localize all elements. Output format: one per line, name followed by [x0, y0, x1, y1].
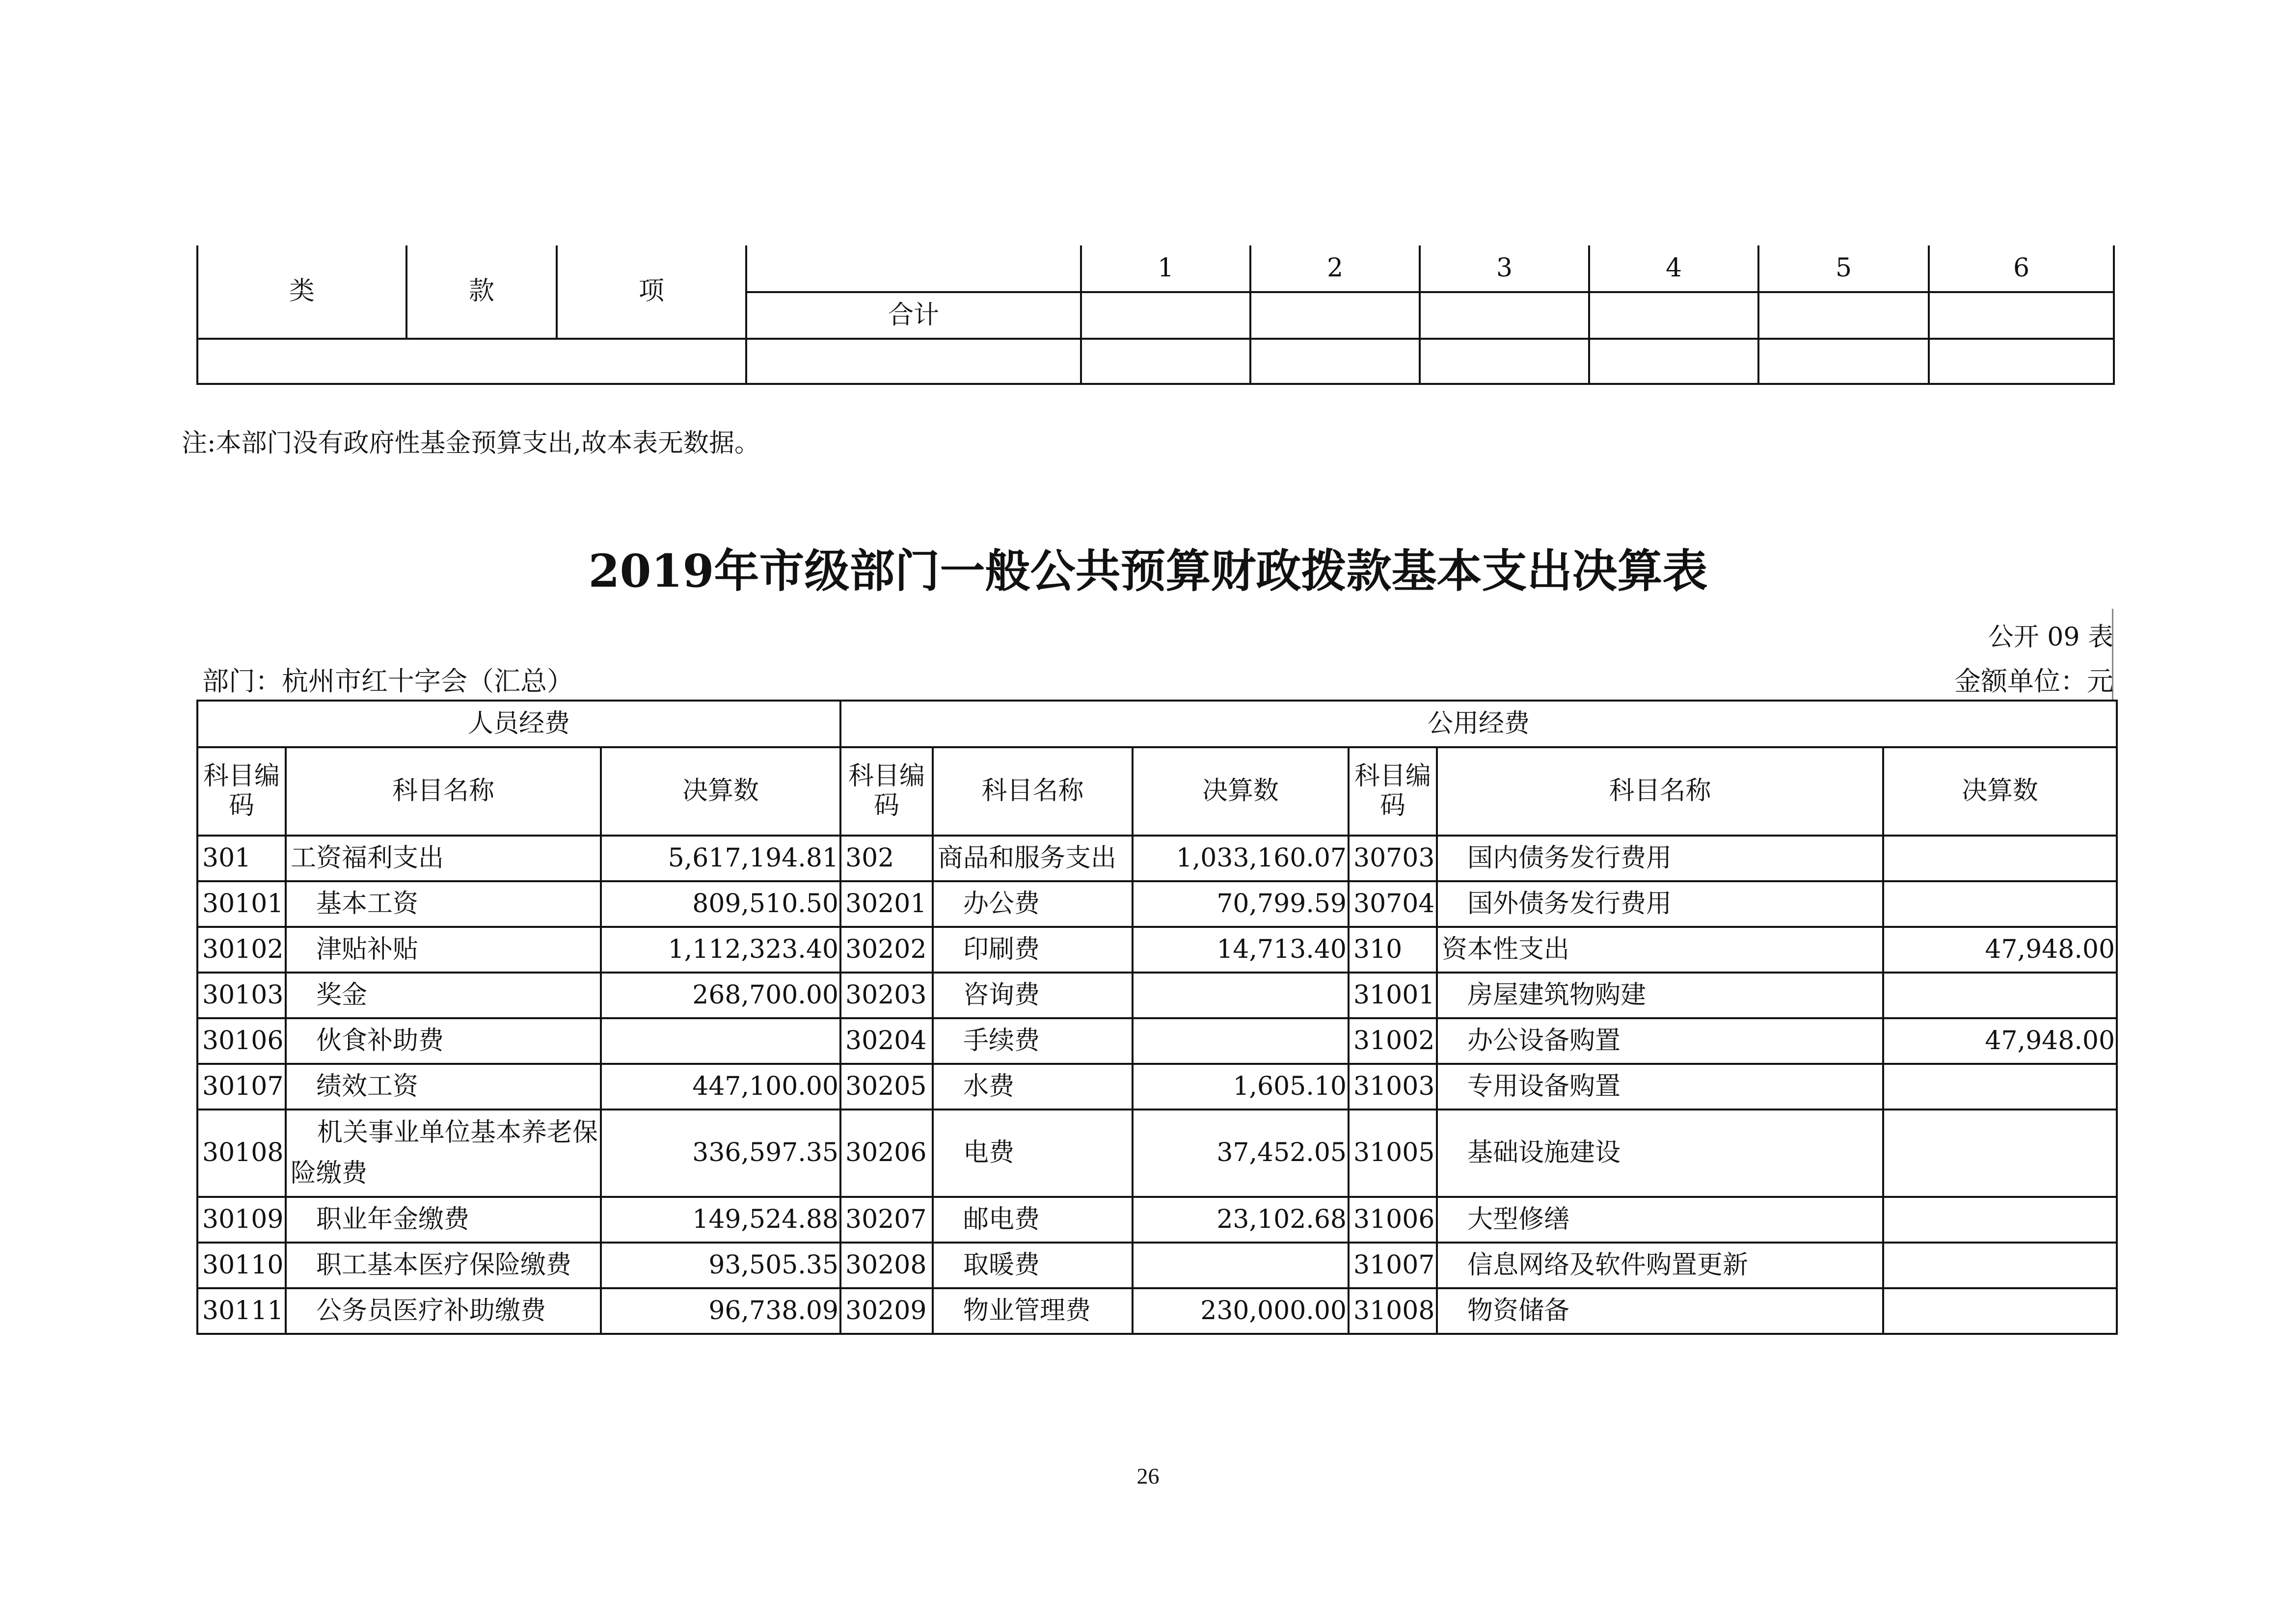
name-cell: 商品和服务支出 — [933, 836, 1133, 881]
cell — [1589, 339, 1758, 384]
code-cell: 30108 — [197, 1110, 286, 1197]
name-cell: 取暖费 — [933, 1243, 1133, 1288]
col-header-code: 科目编码 — [197, 747, 286, 836]
name-cell: 基础设施建设 — [1437, 1110, 1883, 1197]
name-cell: 绩效工资 — [286, 1064, 601, 1110]
table-row — [197, 1288, 2117, 1334]
cell — [1758, 339, 1929, 384]
code-cell: 30202 — [840, 927, 933, 973]
amount-cell: 1,112,323.40 — [601, 927, 840, 973]
amount-cell — [1883, 1288, 2117, 1334]
table-row — [197, 927, 2117, 973]
name-cell: 基本工资 — [286, 881, 601, 927]
cell — [1758, 292, 1929, 339]
amount-cell: 268,700.00 — [601, 973, 840, 1018]
code-cell: 31005 — [1349, 1110, 1437, 1197]
amount-cell — [1133, 1018, 1349, 1064]
code-cell: 310 — [1349, 927, 1437, 973]
amount-cell — [1883, 1064, 2117, 1110]
code-cell: 31003 — [1349, 1064, 1437, 1110]
amount-cell: 809,510.50 — [601, 881, 840, 927]
cell — [1589, 292, 1758, 339]
code-cell: 30204 — [840, 1018, 933, 1064]
blank-header-cell — [746, 245, 1081, 292]
col-header-name: 科目名称 — [286, 747, 601, 836]
amount-cell: 1,033,160.07 — [1133, 836, 1349, 881]
code-cell: 302 — [840, 836, 933, 881]
col-header-code: 科目编码 — [840, 747, 933, 836]
code-cell: 30111 — [197, 1288, 286, 1334]
amount-cell: 1,605.10 — [1133, 1064, 1349, 1110]
name-cell: 国外债务发行费用 — [1437, 881, 1883, 927]
amount-cell: 23,102.68 — [1133, 1197, 1349, 1243]
col-header-name: 科目名称 — [1437, 747, 1883, 836]
col-header-code: 科目编码 — [1349, 747, 1437, 836]
code-cell: 30704 — [1349, 881, 1437, 927]
amount-cell: 5,617,194.81 — [601, 836, 840, 881]
amount-cell: 93,505.35 — [601, 1243, 840, 1288]
name-cell: 职业年金缴费 — [286, 1197, 601, 1243]
amount-cell: 14,713.40 — [1133, 927, 1349, 973]
table-number: 公开 09 表 — [1988, 623, 2113, 652]
code-cell: 30109 — [197, 1197, 286, 1243]
amount-cell — [1133, 973, 1349, 1018]
code-cell: 31001 — [1349, 973, 1437, 1018]
page-title: 2019年市级部门一般公共预算财政拨款基本支出决算表 — [588, 544, 1708, 597]
amount-cell — [1883, 973, 2117, 1018]
cell — [1081, 339, 1250, 384]
table-row — [197, 973, 2117, 1018]
group-header-public: 公用经费 — [840, 701, 2117, 747]
name-cell: 职工基本医疗保险缴费 — [286, 1243, 601, 1288]
code-cell: 30209 — [840, 1288, 933, 1334]
code-cell: 30101 — [197, 881, 286, 927]
code-cell: 30106 — [197, 1018, 286, 1064]
amount-cell: 96,738.09 — [601, 1288, 840, 1334]
name-cell: 伙食补助费 — [286, 1018, 601, 1064]
name-cell: 邮电费 — [933, 1197, 1133, 1243]
name-cell: 机关事业单位基本养老保险缴费 — [286, 1110, 601, 1197]
name-cell: 国内债务发行费用 — [1437, 836, 1883, 881]
table-row — [197, 1018, 2117, 1064]
amount-cell: 230,000.00 — [1133, 1288, 1349, 1334]
cell — [1250, 292, 1420, 339]
cell — [1420, 292, 1589, 339]
table-row — [197, 1064, 2117, 1110]
cell — [1081, 292, 1250, 339]
amount-cell: 47,948.00 — [1883, 927, 2117, 973]
name-cell: 办公费 — [933, 881, 1133, 927]
col-header-name: 科目名称 — [933, 747, 1133, 836]
table-row — [197, 881, 2117, 927]
table-row — [197, 1243, 2117, 1288]
name-cell: 津贴补贴 — [286, 927, 601, 973]
cell — [1420, 339, 1589, 384]
department-label: 部门：杭州市红十字会（汇总） — [202, 666, 573, 697]
col-header-amount: 决算数 — [601, 747, 840, 836]
table-row — [197, 1110, 2117, 1197]
code-cell: 31007 — [1349, 1243, 1437, 1288]
code-cell: 30206 — [840, 1110, 933, 1197]
amount-cell: 336,597.35 — [601, 1110, 840, 1197]
amount-cell — [1883, 1110, 2117, 1197]
amount-cell: 37,452.05 — [1133, 1110, 1349, 1197]
table-row — [197, 339, 2114, 384]
name-cell: 大型修缮 — [1437, 1197, 1883, 1243]
name-cell: 奖金 — [286, 973, 601, 1018]
code-cell: 30107 — [197, 1064, 286, 1110]
cell — [1929, 292, 2114, 339]
no-data-note: 注:本部门没有政府性基金预算支出,故本表无数据。 — [182, 429, 760, 458]
amount-cell — [1883, 836, 2117, 881]
header-lei: 类 — [197, 245, 406, 339]
amount-cell — [601, 1018, 840, 1064]
name-cell: 信息网络及软件购置更新 — [1437, 1243, 1883, 1288]
basic-expenditure-table — [196, 700, 2118, 1335]
col-num-6: 6 — [1929, 245, 2114, 292]
name-cell: 专用设备购置 — [1437, 1064, 1883, 1110]
col-num-5: 5 — [1758, 245, 1929, 292]
name-cell: 手续费 — [933, 1018, 1133, 1064]
name-cell: 工资福利支出 — [286, 836, 601, 881]
header-xiang: 项 — [557, 245, 746, 339]
name-cell: 印刷费 — [933, 927, 1133, 973]
code-cell: 31008 — [1349, 1288, 1437, 1334]
code-cell: 30102 — [197, 927, 286, 973]
name-cell: 咨询费 — [933, 973, 1133, 1018]
name-cell: 电费 — [933, 1110, 1133, 1197]
amount-cell — [1883, 1243, 2117, 1288]
code-cell: 30207 — [840, 1197, 933, 1243]
amount-cell: 447,100.00 — [601, 1064, 840, 1110]
fund-budget-table — [196, 245, 2115, 385]
table-row — [197, 1197, 2117, 1243]
amount-cell — [1883, 881, 2117, 927]
code-cell: 30201 — [840, 881, 933, 927]
code-cell: 30208 — [840, 1243, 933, 1288]
col-num-1: 1 — [1081, 245, 1250, 292]
col-header-amount: 决算数 — [1133, 747, 1349, 836]
table-row — [197, 836, 2117, 881]
cell — [197, 339, 746, 384]
header-heji: 合计 — [746, 292, 1081, 339]
col-num-4: 4 — [1589, 245, 1758, 292]
code-cell: 30205 — [840, 1064, 933, 1110]
cell — [746, 339, 1081, 384]
amount-cell: 47,948.00 — [1883, 1018, 2117, 1064]
name-cell: 水费 — [933, 1064, 1133, 1110]
header-kuan: 款 — [406, 245, 557, 339]
code-cell: 31006 — [1349, 1197, 1437, 1243]
code-cell: 301 — [197, 836, 286, 881]
cell — [1250, 339, 1420, 384]
name-cell: 办公设备购置 — [1437, 1018, 1883, 1064]
unit-label: 金额单位：元 — [1954, 666, 2113, 697]
amount-cell — [1883, 1197, 2117, 1243]
name-cell: 资本性支出 — [1437, 927, 1883, 973]
amount-cell: 70,799.59 — [1133, 881, 1349, 927]
amount-cell — [1133, 1243, 1349, 1288]
code-cell: 30110 — [197, 1243, 286, 1288]
name-cell: 物资储备 — [1437, 1288, 1883, 1334]
col-header-amount: 决算数 — [1883, 747, 2117, 836]
code-cell: 30103 — [197, 973, 286, 1018]
name-cell: 房屋建筑物购建 — [1437, 973, 1883, 1018]
col-num-3: 3 — [1420, 245, 1589, 292]
name-cell: 物业管理费 — [933, 1288, 1133, 1334]
page-number: 26 — [1136, 1463, 1160, 1489]
code-cell: 30703 — [1349, 836, 1437, 881]
amount-cell: 149,524.88 — [601, 1197, 840, 1243]
code-cell: 31002 — [1349, 1018, 1437, 1064]
code-cell: 30203 — [840, 973, 933, 1018]
cell — [1929, 339, 2114, 384]
col-num-2: 2 — [1250, 245, 1420, 292]
group-header-personnel: 人员经费 — [197, 701, 840, 747]
name-cell: 公务员医疗补助缴费 — [286, 1288, 601, 1334]
